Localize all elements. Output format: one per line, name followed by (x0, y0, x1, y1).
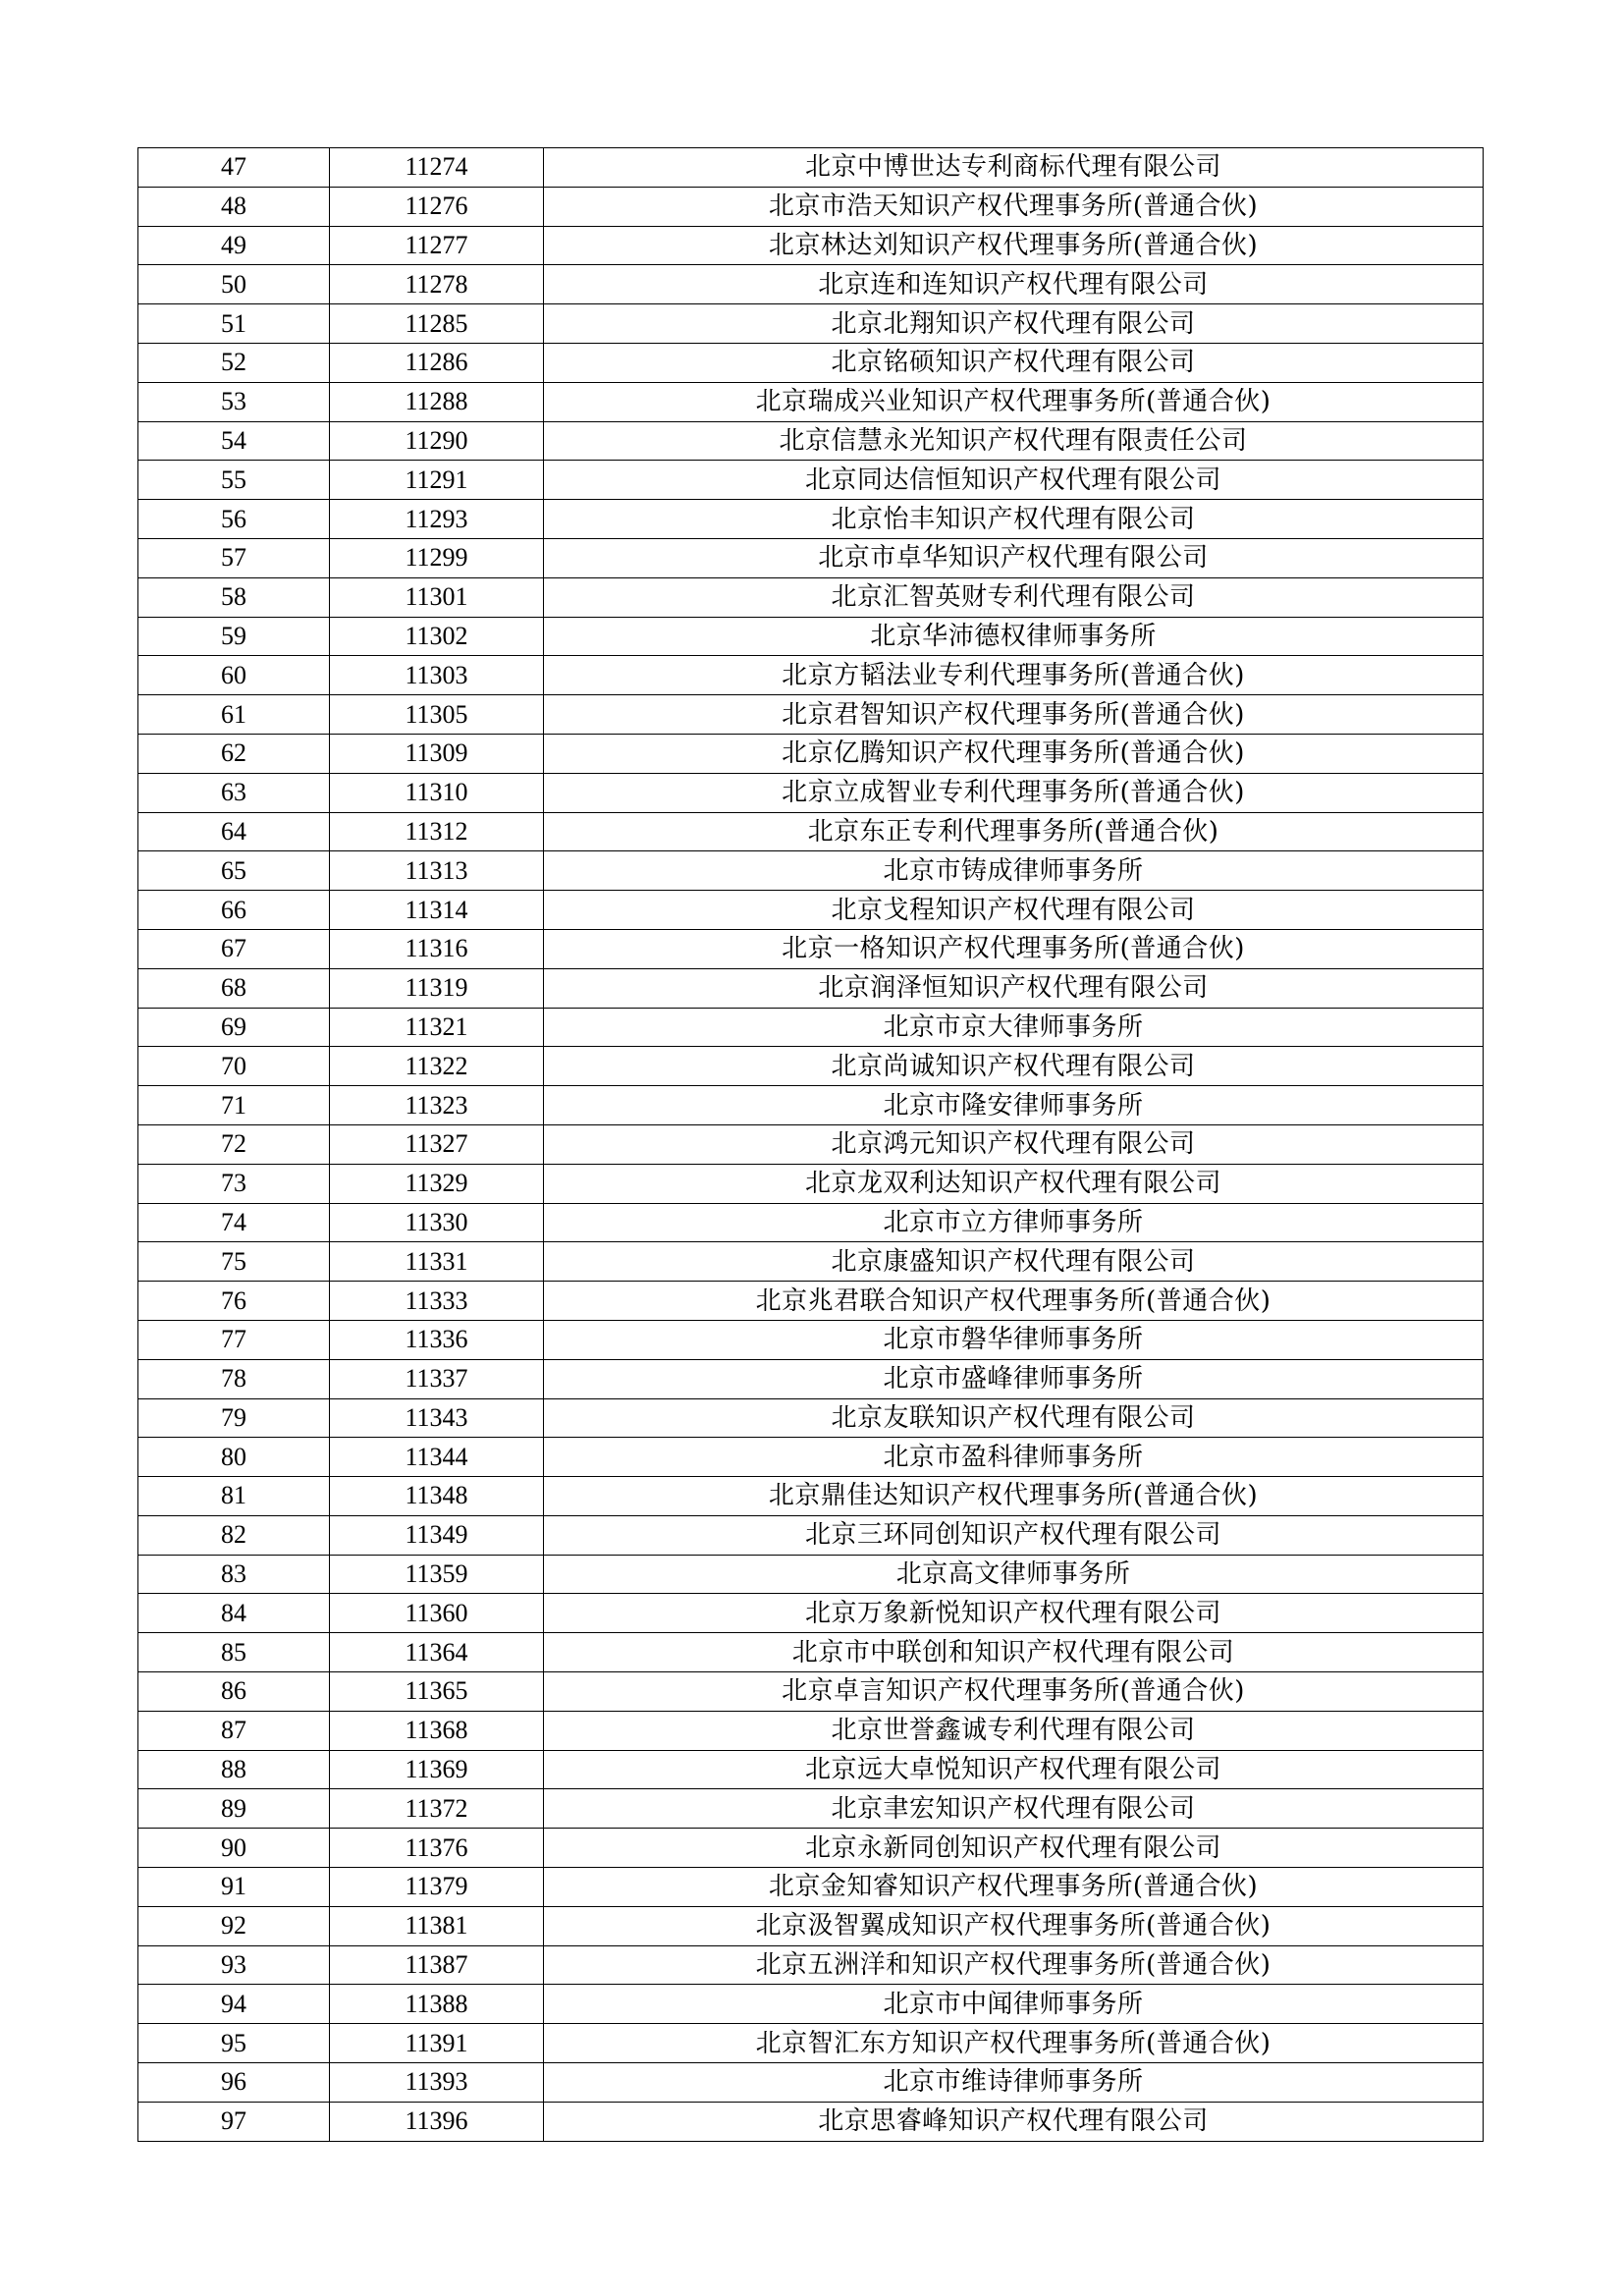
row-agency-name: 北京智汇东方知识产权代理事务所(普通合伙) (544, 2024, 1484, 2063)
row-sequence-number: 91 (138, 1868, 330, 1907)
row-sequence-number: 79 (138, 1398, 330, 1438)
row-agency-code: 11337 (330, 1359, 544, 1398)
table-row (138, 2102, 1484, 2141)
row-sequence-number: 96 (138, 2063, 330, 2103)
table-row (138, 1359, 1484, 1398)
row-agency-name: 北京聿宏知识产权代理有限公司 (544, 1789, 1484, 1829)
agency-table (137, 147, 1484, 2142)
row-agency-name: 北京五洲洋和知识产权代理事务所(普通合伙) (544, 1945, 1484, 1985)
table-row (138, 1086, 1484, 1125)
table-row (138, 1906, 1484, 1945)
table-row (138, 656, 1484, 695)
table-row (138, 1282, 1484, 1321)
row-agency-code: 11309 (330, 734, 544, 773)
row-agency-name: 北京市铸成律师事务所 (544, 851, 1484, 891)
row-sequence-number: 76 (138, 1282, 330, 1321)
row-agency-name: 北京市中闻律师事务所 (544, 1985, 1484, 2024)
row-agency-name: 北京友联知识产权代理有限公司 (544, 1398, 1484, 1438)
row-agency-code: 11312 (330, 812, 544, 851)
row-sequence-number: 61 (138, 695, 330, 735)
row-sequence-number: 72 (138, 1124, 330, 1164)
row-agency-name: 北京市磐华律师事务所 (544, 1320, 1484, 1359)
row-agency-code: 11290 (330, 421, 544, 461)
table-row (138, 1789, 1484, 1829)
row-sequence-number: 77 (138, 1320, 330, 1359)
row-sequence-number: 50 (138, 265, 330, 304)
row-sequence-number: 67 (138, 929, 330, 968)
row-agency-code: 11327 (330, 1124, 544, 1164)
row-sequence-number: 92 (138, 1906, 330, 1945)
row-sequence-number: 60 (138, 656, 330, 695)
row-sequence-number: 66 (138, 891, 330, 930)
row-sequence-number: 68 (138, 968, 330, 1008)
row-agency-code: 11323 (330, 1086, 544, 1125)
row-agency-name: 北京康盛知识产权代理有限公司 (544, 1242, 1484, 1282)
table-row (138, 1438, 1484, 1477)
row-agency-code: 11336 (330, 1320, 544, 1359)
row-sequence-number: 86 (138, 1672, 330, 1712)
row-agency-name: 北京中博世达专利商标代理有限公司 (544, 148, 1484, 188)
row-agency-name: 北京一格知识产权代理事务所(普通合伙) (544, 929, 1484, 968)
row-sequence-number: 47 (138, 148, 330, 188)
row-agency-name: 北京金知睿知识产权代理事务所(普通合伙) (544, 1868, 1484, 1907)
row-agency-name: 北京市盈科律师事务所 (544, 1438, 1484, 1477)
agency-table-body (138, 148, 1484, 2142)
row-agency-code: 11313 (330, 851, 544, 891)
row-sequence-number: 70 (138, 1047, 330, 1086)
row-agency-code: 11381 (330, 1906, 544, 1945)
row-agency-name: 北京永新同创知识产权代理有限公司 (544, 1829, 1484, 1868)
table-row (138, 1711, 1484, 1750)
row-sequence-number: 85 (138, 1633, 330, 1672)
row-sequence-number: 59 (138, 617, 330, 656)
row-agency-code: 11396 (330, 2102, 544, 2141)
row-sequence-number: 71 (138, 1086, 330, 1125)
table-row (138, 1672, 1484, 1712)
row-agency-code: 11369 (330, 1750, 544, 1789)
row-agency-name: 北京龙双利达知识产权代理有限公司 (544, 1164, 1484, 1203)
table-row (138, 773, 1484, 812)
row-agency-name: 北京市立方律师事务所 (544, 1203, 1484, 1242)
row-agency-name: 北京市维诗律师事务所 (544, 2063, 1484, 2103)
row-agency-name: 北京兆君联合知识产权代理事务所(普通合伙) (544, 1282, 1484, 1321)
table-row (138, 187, 1484, 226)
table-row (138, 226, 1484, 265)
table-row (138, 734, 1484, 773)
table-row (138, 421, 1484, 461)
table-row (138, 1320, 1484, 1359)
table-row (138, 1750, 1484, 1789)
row-agency-name: 北京万象新悦知识产权代理有限公司 (544, 1594, 1484, 1633)
row-agency-code: 11319 (330, 968, 544, 1008)
row-sequence-number: 49 (138, 226, 330, 265)
row-agency-name: 北京立成智业专利代理事务所(普通合伙) (544, 773, 1484, 812)
row-sequence-number: 48 (138, 187, 330, 226)
row-agency-name: 北京尚诚知识产权代理有限公司 (544, 1047, 1484, 1086)
row-sequence-number: 89 (138, 1789, 330, 1829)
row-sequence-number: 82 (138, 1515, 330, 1555)
row-sequence-number: 80 (138, 1438, 330, 1477)
row-sequence-number: 58 (138, 577, 330, 617)
row-agency-name: 北京北翔知识产权代理有限公司 (544, 304, 1484, 344)
row-sequence-number: 83 (138, 1555, 330, 1594)
row-agency-name: 北京怡丰知识产权代理有限公司 (544, 500, 1484, 539)
table-row (138, 891, 1484, 930)
row-agency-name: 北京思睿峰知识产权代理有限公司 (544, 2102, 1484, 2141)
row-sequence-number: 84 (138, 1594, 330, 1633)
table-row (138, 1633, 1484, 1672)
row-agency-code: 11316 (330, 929, 544, 968)
row-agency-name: 北京东正专利代理事务所(普通合伙) (544, 812, 1484, 851)
row-agency-name: 北京市盛峰律师事务所 (544, 1359, 1484, 1398)
table-row (138, 343, 1484, 382)
row-agency-code: 11288 (330, 382, 544, 421)
row-agency-code: 11276 (330, 187, 544, 226)
row-agency-name: 北京君智知识产权代理事务所(普通合伙) (544, 695, 1484, 735)
row-agency-code: 11343 (330, 1398, 544, 1438)
row-agency-code: 11329 (330, 1164, 544, 1203)
table-row (138, 1124, 1484, 1164)
table-row (138, 2063, 1484, 2103)
table-row (138, 1242, 1484, 1282)
row-agency-code: 11274 (330, 148, 544, 188)
table-row (138, 1203, 1484, 1242)
row-agency-code: 11303 (330, 656, 544, 695)
table-row (138, 695, 1484, 735)
row-sequence-number: 81 (138, 1477, 330, 1516)
row-agency-code: 11372 (330, 1789, 544, 1829)
row-agency-code: 11277 (330, 226, 544, 265)
row-agency-name: 北京市卓华知识产权代理有限公司 (544, 538, 1484, 577)
table-row (138, 1829, 1484, 1868)
table-row (138, 1555, 1484, 1594)
row-agency-name: 北京戈程知识产权代理有限公司 (544, 891, 1484, 930)
row-sequence-number: 69 (138, 1008, 330, 1047)
table-row (138, 1515, 1484, 1555)
row-agency-code: 11321 (330, 1008, 544, 1047)
row-sequence-number: 65 (138, 851, 330, 891)
row-agency-code: 11388 (330, 1985, 544, 2024)
row-agency-code: 11348 (330, 1477, 544, 1516)
row-agency-name: 北京信慧永光知识产权代理有限责任公司 (544, 421, 1484, 461)
row-agency-code: 11330 (330, 1203, 544, 1242)
row-sequence-number: 56 (138, 500, 330, 539)
row-agency-code: 11349 (330, 1515, 544, 1555)
row-agency-code: 11376 (330, 1829, 544, 1868)
row-sequence-number: 90 (138, 1829, 330, 1868)
row-agency-name: 北京同达信恒知识产权代理有限公司 (544, 461, 1484, 500)
row-agency-name: 北京鸿元知识产权代理有限公司 (544, 1124, 1484, 1164)
row-agency-code: 11285 (330, 304, 544, 344)
table-row (138, 538, 1484, 577)
row-agency-name: 北京林达刘知识产权代理事务所(普通合伙) (544, 226, 1484, 265)
row-agency-code: 11310 (330, 773, 544, 812)
row-agency-code: 11314 (330, 891, 544, 930)
table-row (138, 617, 1484, 656)
row-agency-code: 11293 (330, 500, 544, 539)
table-row (138, 1164, 1484, 1203)
row-agency-name: 北京三环同创知识产权代理有限公司 (544, 1515, 1484, 1555)
row-agency-name: 北京市中联创和知识产权代理有限公司 (544, 1633, 1484, 1672)
row-sequence-number: 64 (138, 812, 330, 851)
row-agency-name: 北京汲智翼成知识产权代理事务所(普通合伙) (544, 1906, 1484, 1945)
row-agency-name: 北京市浩天知识产权代理事务所(普通合伙) (544, 187, 1484, 226)
table-row (138, 1008, 1484, 1047)
row-agency-code: 11299 (330, 538, 544, 577)
row-agency-code: 11359 (330, 1555, 544, 1594)
table-row (138, 812, 1484, 851)
row-agency-name: 北京铭硕知识产权代理有限公司 (544, 343, 1484, 382)
table-row (138, 851, 1484, 891)
row-agency-name: 北京鼎佳达知识产权代理事务所(普通合伙) (544, 1477, 1484, 1516)
table-row (138, 461, 1484, 500)
table-row (138, 148, 1484, 188)
row-sequence-number: 63 (138, 773, 330, 812)
row-agency-code: 11333 (330, 1282, 544, 1321)
row-agency-name: 北京瑞成兴业知识产权代理事务所(普通合伙) (544, 382, 1484, 421)
row-sequence-number: 54 (138, 421, 330, 461)
row-sequence-number: 52 (138, 343, 330, 382)
row-agency-name: 北京润泽恒知识产权代理有限公司 (544, 968, 1484, 1008)
table-row (138, 968, 1484, 1008)
row-agency-code: 11387 (330, 1945, 544, 1985)
row-agency-name: 北京市京大律师事务所 (544, 1008, 1484, 1047)
row-sequence-number: 62 (138, 734, 330, 773)
row-agency-code: 11344 (330, 1438, 544, 1477)
row-agency-name: 北京汇智英财专利代理有限公司 (544, 577, 1484, 617)
row-agency-code: 11364 (330, 1633, 544, 1672)
table-row (138, 1398, 1484, 1438)
row-agency-code: 11365 (330, 1672, 544, 1712)
table-row (138, 1047, 1484, 1086)
table-row (138, 1594, 1484, 1633)
row-sequence-number: 55 (138, 461, 330, 500)
table-row (138, 1477, 1484, 1516)
row-sequence-number: 93 (138, 1945, 330, 1985)
row-sequence-number: 88 (138, 1750, 330, 1789)
row-sequence-number: 57 (138, 538, 330, 577)
table-row (138, 2024, 1484, 2063)
row-sequence-number: 74 (138, 1203, 330, 1242)
row-agency-name: 北京连和连知识产权代理有限公司 (544, 265, 1484, 304)
row-sequence-number: 73 (138, 1164, 330, 1203)
row-sequence-number: 78 (138, 1359, 330, 1398)
row-agency-name: 北京方韬法业专利代理事务所(普通合伙) (544, 656, 1484, 695)
row-sequence-number: 53 (138, 382, 330, 421)
row-agency-code: 11322 (330, 1047, 544, 1086)
table-row (138, 929, 1484, 968)
table-row (138, 265, 1484, 304)
row-sequence-number: 87 (138, 1711, 330, 1750)
row-agency-code: 11360 (330, 1594, 544, 1633)
table-row (138, 500, 1484, 539)
row-agency-name: 北京亿腾知识产权代理事务所(普通合伙) (544, 734, 1484, 773)
table-row (138, 1945, 1484, 1985)
row-sequence-number: 94 (138, 1985, 330, 2024)
row-sequence-number: 75 (138, 1242, 330, 1282)
row-agency-name: 北京市隆安律师事务所 (544, 1086, 1484, 1125)
row-agency-name: 北京远大卓悦知识产权代理有限公司 (544, 1750, 1484, 1789)
table-row (138, 577, 1484, 617)
row-agency-code: 11286 (330, 343, 544, 382)
table-row (138, 382, 1484, 421)
row-sequence-number: 51 (138, 304, 330, 344)
row-agency-code: 11368 (330, 1711, 544, 1750)
row-agency-code: 11331 (330, 1242, 544, 1282)
row-agency-code: 11291 (330, 461, 544, 500)
row-agency-code: 11302 (330, 617, 544, 656)
row-agency-code: 11301 (330, 577, 544, 617)
table-row (138, 304, 1484, 344)
row-agency-code: 11278 (330, 265, 544, 304)
table-row (138, 1868, 1484, 1907)
row-agency-code: 11393 (330, 2063, 544, 2103)
row-agency-name: 北京世誉鑫诚专利代理有限公司 (544, 1711, 1484, 1750)
row-agency-code: 11391 (330, 2024, 544, 2063)
row-agency-code: 11305 (330, 695, 544, 735)
row-sequence-number: 97 (138, 2102, 330, 2141)
row-agency-name: 北京卓言知识产权代理事务所(普通合伙) (544, 1672, 1484, 1712)
row-sequence-number: 95 (138, 2024, 330, 2063)
table-row (138, 1985, 1484, 2024)
row-agency-name: 北京华沛德权律师事务所 (544, 617, 1484, 656)
row-agency-name: 北京高文律师事务所 (544, 1555, 1484, 1594)
row-agency-code: 11379 (330, 1868, 544, 1907)
